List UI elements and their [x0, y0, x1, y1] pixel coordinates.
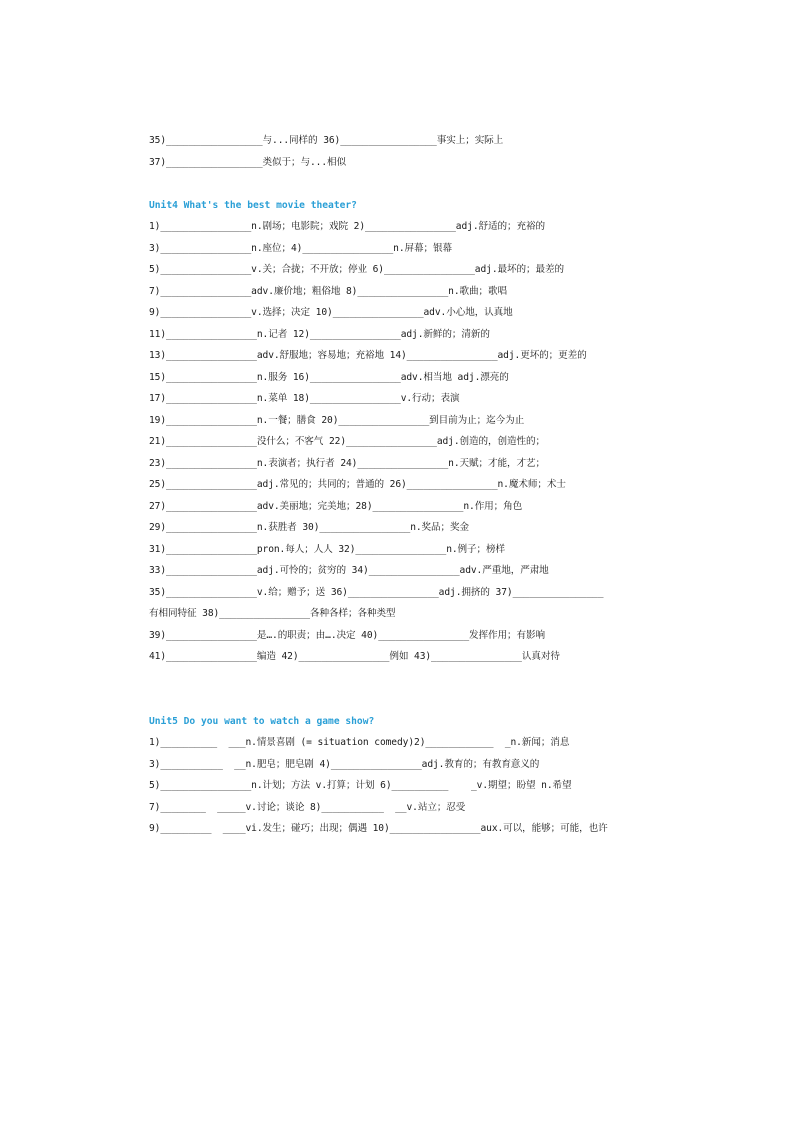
vocab-line: 1)________________n.剧场；电影院；戏院 2)________________adj.舒适的；充裕的: [149, 221, 545, 232]
unit5-heading: Unit5 Do you want to watch a game show?: [149, 716, 375, 727]
vocab-line: 19)________________n.一餐；膳食 20)________________到目前为止；迄今为止: [149, 414, 525, 426]
vocab-line: 37)_________________类似于；与...相似: [149, 156, 347, 168]
vocab-line: 33)________________adj.可怜的；贫穷的 34)________________adv.严重地，严肃地: [149, 565, 549, 576]
vocab-line: 3)___________ __n.肥皂；肥皂剧 4)________________adj.教育的；有教育意义的: [149, 758, 540, 770]
vocab-line: 17)________________n.菜单 18)________________v.行动；表演: [149, 393, 460, 404]
vocab-line: 39)________________是….的职责；由….决定 40)________________发挥作用；有影响: [149, 629, 545, 641]
vocab-line: 35)________________v.给；赠予；送 36)________________adj.拥挤的 37)________________: [149, 586, 604, 598]
vocab-line: 5)________________v.关；合拢；不开放；停业 6)________________adj.最坏的；最差的: [149, 264, 564, 275]
vocab-line: 11)________________n.记者 12)________________adj.新鲜的；清新的: [149, 328, 490, 340]
vocab-line: 13)________________adv.舒服地；容易地；充裕地 14)________________adj.更坏的；更差的: [149, 350, 587, 361]
vocab-line: 29)________________n.获胜者 30)________________n.奖品；奖金: [149, 522, 470, 533]
unit4-heading: Unit4 What's the best movie theater?: [149, 200, 357, 211]
vocab-line: 27)________________adv.美丽地；完美地；28)________________n.作用；角色: [149, 500, 523, 512]
vocab-line: 有相同特征 38)________________各种各样；各种类型: [149, 608, 396, 619]
vocab-line: 3)________________n.座位；4)________________n.屏幕；银幕: [149, 242, 452, 254]
vocab-line: 15)________________n.服务 16)________________adv.相当地 adj.漂亮的: [149, 371, 509, 383]
vocab-line: 7)________ _____v.讨论；谈论 8)___________ __v.站立；忍受: [149, 801, 466, 813]
vocab-line: 1)__________ ___n.情景喜剧 (= situation comedy)2)____________ _n.新闻；消息: [149, 737, 570, 748]
vocab-line: 9)________________v.选择；决定 10)________________adv.小心地，认真地: [149, 307, 513, 318]
vocab-line: 5)________________n.计划；方法 v.打算；计划 6)__________ _v.期望；盼望 n.希望: [149, 780, 572, 791]
vocab-line: 31)________________pron.每人；人人 32)________________n.例子；榜样: [149, 543, 506, 555]
vocab-line: 41)________________编造 42)________________例如 43)________________认真对待: [149, 651, 560, 662]
vocab-line: 25)________________adj.常见的；共同的；普通的 26)________________n.魔术师；术士: [149, 479, 566, 490]
vocab-line: 35)_________________与...同样的 36)_________________事实上；实际上: [149, 135, 504, 146]
vocab-line: 9)_________ ____vi.发生；碰巧；出现；偶遇 10)________________aux.可以，能够；可能，也许: [149, 823, 608, 834]
vocab-line: 21)________________没什么；不客气 22)________________adj.创造的，创造性的；: [149, 436, 545, 447]
vocab-line: 23)________________n.表演者；执行者 24)________________n.天赋；才能，才艺；: [149, 457, 545, 469]
vocab-line: 7)________________adv.廉价地；粗俗地 8)________________n.歌曲；歌唱: [149, 285, 507, 297]
